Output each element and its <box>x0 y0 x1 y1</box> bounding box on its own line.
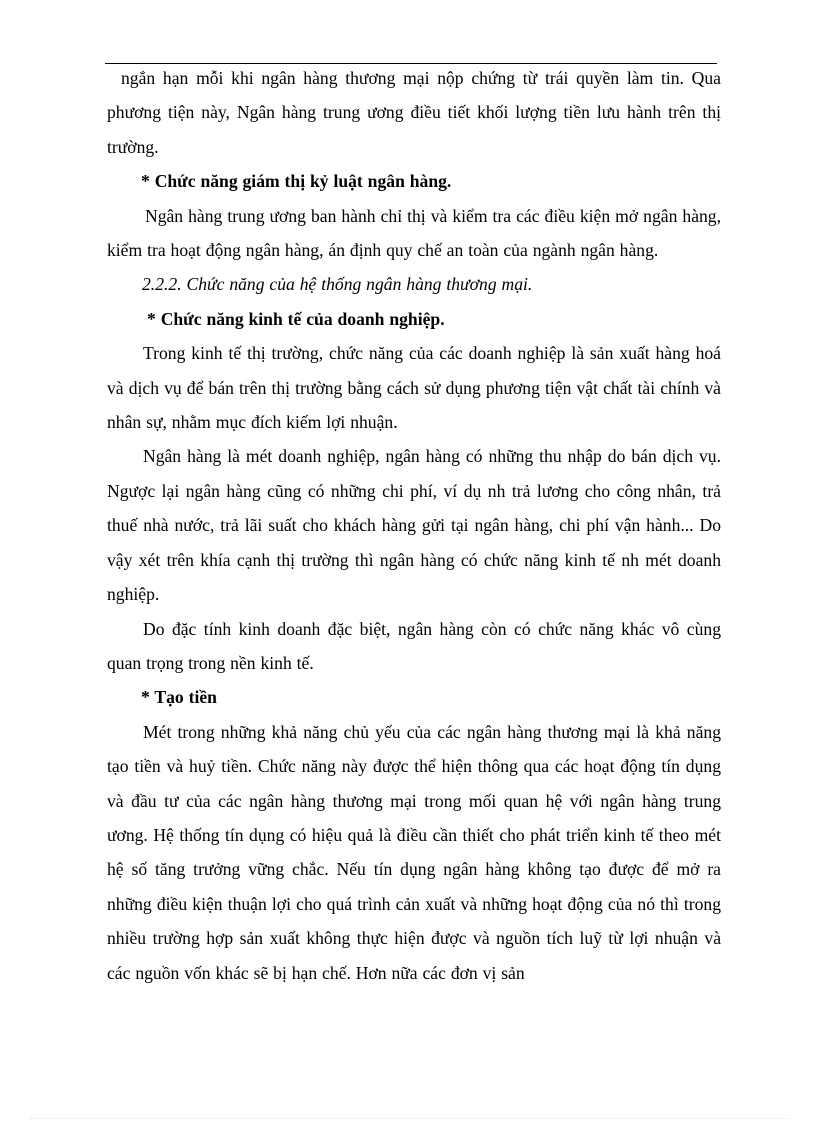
document-body <box>107 61 721 990</box>
paragraph: Ngân hàng trung ương ban hành chỉ thị và kiểm tra các điều kiện mở ngân hàng, kiểm tra hoạt động ngân hàng, án định quy chế an toàn của ngành ngân hàng. <box>107 205 721 261</box>
section-heading: * Tạo tiền <box>141 687 217 708</box>
paragraph: Mét trong những khả năng chủ yếu của các ngân hàng thương mại là khả năng tạo tiền và huỷ tiền. Chức năng này được thể hiện thông qua các hoạt động tín dụng và đầu tư của các ngân hàng thương mại trong mối quan hệ với ngân hàng trung ương. Hệ thống tín dụng có hiệu quả là điều cần thiết cho phát triển kinh tế theo mét hệ số tăng trưởng vững chắc. Nếu tín dụng ngân hàng không tạo được để mở ra những điều kiện thuận lợi cho quá trình cản xuất và những hoạt động của nó thì trong nhiều trường hợp sản xuất không thực hiện được và nguồn tích luỹ từ lợi nhuận và các nguồn vốn khác sẽ bị hạn chế. Hơn nữa các đơn vị sản <box>107 721 721 983</box>
paragraph: ngắn hạn mỗi khi ngân hàng thương mại nộp chứng từ trái quyền làm tin. Qua phương tiện này, Ngân hàng trung ương điều tiết khối lượng tiền lưu hành trên thị trường. <box>107 68 721 157</box>
footer-rule <box>30 1118 790 1119</box>
paragraph: Do đặc tính kinh doanh đặc biệt, ngân hàng còn có chức năng khác vô cùng quan trọng trong nền kinh tế. <box>107 618 721 673</box>
paragraph: Ngân hàng là mét doanh nghiệp, ngân hàng có những thu nhập do bán dịch vụ. Ngược lại ngân hàng cũng có những chi phí, ví dụ nh trả lương cho công nhân, trả thuế nhà nước, trả lãi suất cho khách hàng gửi tại ngân hàng, chi phí vận hành... Do vậy xét trên khía cạnh thị trường thì ngân hàng có chức năng kinh tế nh mét doanh nghiệp. <box>107 446 721 605</box>
section-heading: * Chức năng kinh tế của doanh nghiệp. <box>147 308 445 329</box>
paragraph: Trong kinh tế thị trường, chức năng của các doanh nghiệp là sản xuất hàng hoá và dịch vụ để bán trên thị trường bằng cách sử dụng phương tiện vật chất tài chính và nhân sự, nhằm mục đích kiếm lợi nhuận. <box>107 343 721 433</box>
subsection-title: 2.2.2. Chức năng của hệ thống ngân hàng thương mại. <box>142 274 533 295</box>
section-heading: * Chức năng giám thị kỷ luật ngân hàng. <box>141 171 452 192</box>
